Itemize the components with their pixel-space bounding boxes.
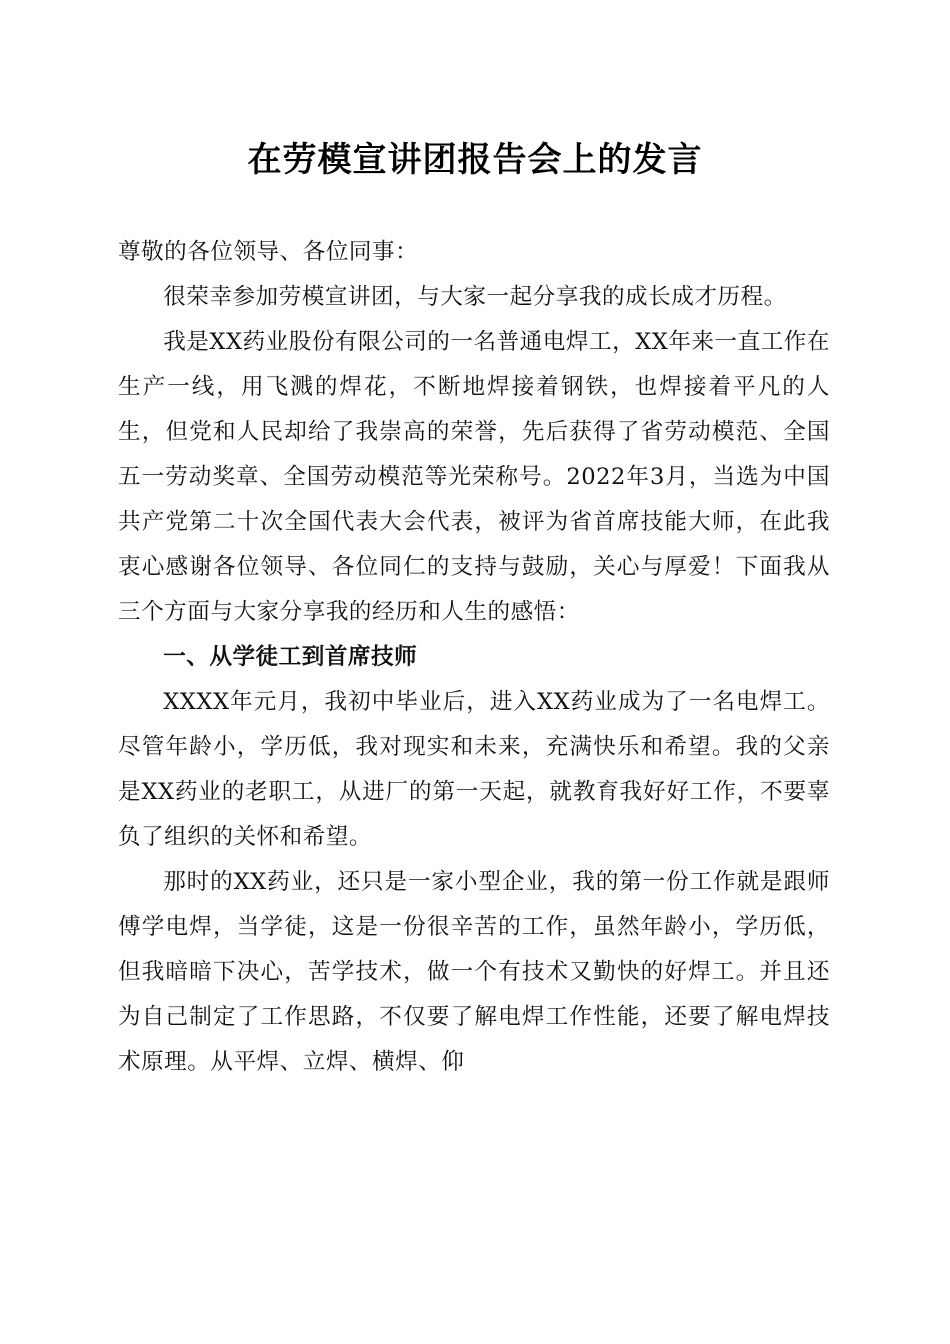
document-body (118, 230, 830, 1085)
document-title: 在劳模宣讲团报告会上的发言 (247, 140, 703, 180)
salutation: 尊敬的各位领导、各位同事： (118, 239, 419, 265)
paragraph: 那时的XX药业，还只是一家小型企业，我的第一份工作就是跟师傅学电焊，当学徒，这是一份很辛苦的工作，虽然年龄小，学历低，但我暗暗下决心，苦学技术，做一个有技术又勤快的好焊工。并且还为自己制定了工作思路，不仅要了解电焊工作性能，还要了解电焊技术原理。从平焊、立焊、横焊、仰 (118, 869, 830, 1075)
paragraph: 我是XX药业股份有限公司的一名普通电焊工，XX年来一直工作在生产一线，用飞溅的焊花，不断地焊接着钢铁，也焊接着平凡的人生，但党和人民却给了我崇高的荣誉，先后获得了省劳动模范、全国五一劳动奖章、全国劳动模范等光荣称号。2022年3月，当选为中国共产党第二十次全国代表大会代表，被评为省首席技能大师，在此我衷心感谢各位领导、各位同仁的支持与鼓励，关心与厚爱！下面我从三个方面与大家分享我的经历和人生的感悟： (118, 329, 830, 625)
section-heading: 一、从学徒工到首席技师 (163, 644, 418, 670)
paragraph: 很荣幸参加劳模宣讲团，与大家一起分享我的成长成才历程。 (163, 284, 787, 310)
paragraph: XXXX年元月，我初中毕业后，进入XX药业成为了一名电焊工。尽管年龄小，学历低，我对现实和未来，充满快乐和希望。我的父亲是XX药业的老职工，从进厂的第一天起，就教育我好好工作，不要辜负了组织的关怀和希望。 (118, 689, 830, 850)
